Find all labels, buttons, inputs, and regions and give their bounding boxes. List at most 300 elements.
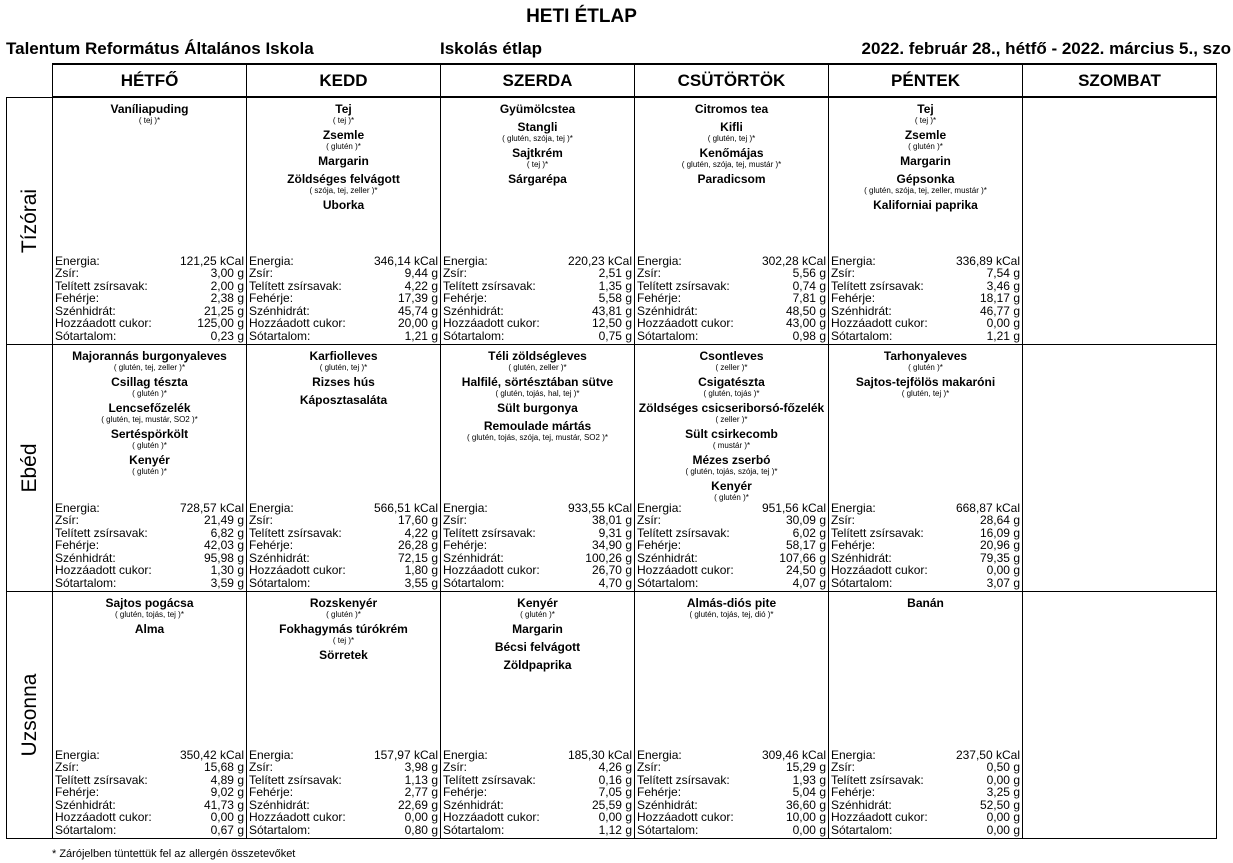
dish-name: Lencsefőzelék [108,401,191,415]
nutrient-value: 4,89 g [210,772,244,787]
dish-name: Halfilé, sörtésztában sütve [461,375,614,389]
nutrition-block [55,749,244,837]
day-header-wednesday: SZERDA [441,64,635,97]
nutrition-row [637,292,826,305]
nutrient-value: 48,50 g [785,303,826,318]
dish-name: Citromos tea [694,102,769,116]
menu-cell-saturday [1023,345,1217,592]
day-header-tuesday: KEDD [247,64,441,97]
nutrient-value: 5,56 g [792,266,826,280]
nutrition-row [55,292,244,305]
nutrition-row [443,514,632,527]
nutrient-label: Hozzáadott cukor: [831,316,928,330]
dish-name: Gépsonka [896,172,955,186]
nutrient-label: Zsír: [831,760,855,774]
nutrient-value: 1,30 g [210,563,244,577]
allergen-footnote: * Zárójelben tüntettük fel az allergén összetevőket [52,848,296,860]
nutrient-label: Fehérje: [831,785,876,799]
dish-name: Vaníliapuding [110,102,189,116]
nutrition-block [637,255,826,343]
allergen-spacer [247,407,440,409]
nutrition-row [831,761,1020,774]
nutrient-label: Telített zsírsavak: [831,525,924,540]
nutrition-row [249,317,438,330]
date-range: 2022. február 28., hétfő - 2022. március 5., szo [861,39,1231,58]
dish-name: Téli zöldségleves [488,349,587,363]
nutrient-value: 4,07 g [792,575,826,590]
nutrition-block [443,502,632,590]
day-header-monday: HÉTFŐ [53,64,247,97]
nutrient-label: Telített zsírsavak: [55,278,148,293]
menu-cell-monday [53,592,247,839]
nutrient-value: 0,00 g [986,772,1020,787]
nutrient-label: Hozzáadott cukor: [637,563,734,577]
dish-name: Tej [917,102,934,116]
nutrient-label: Energia: [55,747,100,762]
nutrient-label: Fehérje: [443,291,488,305]
dish-name: Csontleves [699,349,764,363]
allergen-spacer [247,662,440,664]
nutrient-label: Fehérje: [637,291,682,305]
nutrient-value: 1,80 g [404,563,438,577]
nutrient-value: 10,00 g [785,810,826,824]
nutrition-block [637,749,826,837]
nutrition-row [443,811,632,824]
nutrient-value: 121,25 kCal [179,253,244,268]
nutrient-label: Zsír: [55,266,79,280]
menu-cell-wednesday [441,345,635,592]
dish-name: Margarin [900,154,951,168]
menu-cell-friday [829,345,1023,592]
nutrient-label: Energia: [443,747,488,762]
nutrient-label: Telített zsírsavak: [443,525,536,540]
nutrient-label: Szénhidrát: [637,303,698,318]
nutrient-label: Energia: [637,253,682,268]
nutrition-row [637,761,826,774]
nutrient-value: 43,81 g [591,303,632,318]
nutrient-value: 4,22 g [404,278,438,293]
nutrient-value: 20,00 g [397,316,438,330]
menu-cell-wednesday [441,592,635,839]
dish-name: Alma [134,622,165,636]
nutrient-label: Hozzáadott cukor: [443,810,540,824]
allergen-spacer [53,636,246,638]
nutrition-row [831,267,1020,280]
nutrition-row [55,761,244,774]
menu-items [247,592,440,664]
nutrient-value: 350,42 kCal [179,747,244,762]
nutrient-label: Energia: [831,747,876,762]
nutrient-label: Energia: [249,253,294,268]
allergen-info: ( zeller )* [715,415,748,424]
menu-type: Iskolás étlap [440,39,543,58]
nutrient-value: 3,00 g [210,266,244,280]
allergen-spacer [635,186,828,188]
nutrient-label: Sótartalom: [249,328,311,343]
nutrition-row [637,514,826,527]
nutrition-row [55,330,244,343]
nutrient-value: 7,05 g [598,785,632,799]
nutrient-label: Hozzáadott cukor: [55,810,152,824]
nutrient-label: Energia: [55,253,100,268]
nutrient-label: Sótartalom: [443,822,505,837]
allergen-info: ( glutén )* [908,363,943,372]
nutrient-label: Energia: [831,500,876,515]
allergen-info: ( glutén, szója, tej, zeller, mustár )* [864,186,987,195]
day-header-row [7,64,1217,97]
nutrient-value: 0,00 g [404,810,438,824]
nutrient-label: Telített zsírsavak: [55,772,148,787]
menu-cell-monday [53,345,247,592]
nutrition-row [831,564,1020,577]
day-header-thursday: CSÜTÖRTÖK [635,64,829,97]
dish-name: Stangli [517,120,558,134]
nutrient-value: 220,23 kCal [567,253,632,268]
nutrient-value: 951,56 kCal [761,500,826,515]
dish-name: Sörretek [319,648,368,662]
dish-name: Sertéspörkölt [110,427,189,441]
nutrient-value: 52,50 g [979,797,1020,812]
nutrient-value: 566,51 kCal [373,500,438,515]
nutrient-label: Szénhidrát: [249,303,310,318]
nutrition-row [443,317,632,330]
nutrient-label: Szénhidrát: [249,550,310,565]
allergen-info: ( glutén )* [132,467,167,476]
nutrition-row [249,811,438,824]
allergen-spacer [441,654,634,656]
menu-cell-friday [829,592,1023,839]
nutrient-value: 20,96 g [979,538,1020,552]
nutrient-label: Fehérje: [55,538,100,552]
nutrient-label: Hozzáadott cukor: [55,316,152,330]
nutrient-value: 0,67 g [210,822,244,837]
nutrient-label: Hozzáadott cukor: [443,316,540,330]
nutrient-value: 0,16 g [598,772,632,787]
dish-name: Margarin [512,622,563,636]
nutrient-label: Zsír: [55,760,79,774]
nutrition-row [249,267,438,280]
nutrition-row [443,292,632,305]
nutrient-label: Szénhidrát: [831,303,892,318]
nutrient-value: 5,58 g [598,291,632,305]
nutrient-label: Hozzáadott cukor: [249,316,346,330]
nutrition-row [443,267,632,280]
nutrient-value: 1,12 g [598,822,632,837]
nutrient-value: 6,02 g [792,525,826,540]
allergen-info: ( tej )* [914,116,937,125]
nutrient-value: 0,98 g [792,328,826,343]
dish-name: Almás-diós pite [686,596,777,610]
nutrient-value: 17,39 g [397,291,438,305]
meal-label: Ebéd [17,443,41,493]
nutrient-label: Sótartalom: [443,328,505,343]
allergen-spacer [441,636,634,638]
meal-row-afternoon-snack [7,592,1217,839]
nutrient-label: Energia: [249,500,294,515]
nutrient-label: Szénhidrát: [249,797,310,812]
nutrient-value: 728,57 kCal [179,500,244,515]
allergen-info: ( glutén )* [326,610,361,619]
nutrition-row [637,267,826,280]
menu-items [441,592,634,674]
nutrient-label: Telített zsírsavak: [249,772,342,787]
meal-row-morning-snack [7,97,1217,345]
nutrient-value: 25,59 g [591,797,632,812]
nutrition-row [443,564,632,577]
nutrient-value: 100,26 g [585,550,632,565]
nutrient-value: 6,82 g [210,525,244,540]
dish-name: Karfiolleves [309,349,378,363]
nutrient-value: 7,81 g [792,291,826,305]
allergen-info: ( glutén )* [908,142,943,151]
allergen-info: ( glutén, tej )* [319,363,368,372]
nutrient-label: Telített zsírsavak: [637,772,730,787]
nutrient-value: 668,87 kCal [955,500,1020,515]
nutrient-value: 16,09 g [979,525,1020,540]
allergen-spacer [247,389,440,391]
nutrient-value: 2,38 g [210,291,244,305]
dish-name: Paradicsom [697,172,766,186]
menu-cell-tuesday [247,97,441,345]
nutrient-value: 26,28 g [397,538,438,552]
nutrient-value: 1,35 g [598,278,632,293]
nutrient-label: Szénhidrát: [443,550,504,565]
menu-cell-tuesday [247,345,441,592]
menu-items [829,345,1022,399]
nutrient-label: Szénhidrát: [637,550,698,565]
nutrition-row [443,539,632,552]
dish-name: Tej [335,102,352,116]
nutrient-value: 9,44 g [404,266,438,280]
nutrition-row [55,539,244,552]
nutrient-label: Szénhidrát: [55,303,116,318]
nutrient-label: Energia: [443,253,488,268]
nutrient-label: Sótartalom: [249,822,311,837]
nutrient-value: 302,28 kCal [761,253,826,268]
allergen-spacer [829,168,1022,170]
nutrient-value: 4,70 g [598,575,632,590]
nutrient-value: 933,55 kCal [567,500,632,515]
nutrient-label: Szénhidrát: [55,550,116,565]
meal-label-cell [7,592,53,839]
allergen-info: ( glutén, szója, tej, mustár )* [681,160,782,169]
nutrient-label: Sótartalom: [55,575,117,590]
nutrient-label: Fehérje: [55,785,100,799]
dish-name: Zsemle [322,128,365,142]
nutrient-label: Fehérje: [831,538,876,552]
nutrient-label: Telített zsírsavak: [637,525,730,540]
nutrient-value: 0,00 g [986,822,1020,837]
nutrient-value: 12,50 g [591,316,632,330]
nutrient-label: Sótartalom: [637,328,699,343]
nutrient-label: Fehérje: [55,291,100,305]
allergen-spacer [829,212,1022,214]
nutrient-value: 336,89 kCal [955,253,1020,268]
nutrient-value: 3,55 g [404,575,438,590]
menu-items [829,592,1022,612]
nutrient-value: 0,74 g [792,278,826,293]
nutrition-row [249,539,438,552]
dish-name: Kaliforniai paprika [873,198,978,212]
nutrient-label: Szénhidrát: [637,797,698,812]
nutrition-row [443,330,632,343]
nutrition-block [443,255,632,343]
nutrient-value: 185,30 kCal [567,747,632,762]
nutrition-row [249,564,438,577]
nutrition-row [831,539,1020,552]
nutrient-label: Fehérje: [831,291,876,305]
allergen-spacer [441,186,634,188]
allergen-info: ( szója, tej, zeller )* [309,186,378,195]
dish-name: Sárgarépa [508,172,567,186]
nutrient-label: Sótartalom: [637,575,699,590]
menu-cell-saturday [1023,592,1217,839]
allergen-info: ( glutén, tej, zeller )* [113,363,186,372]
nutrition-block [831,749,1020,837]
nutrient-value: 58,17 g [785,538,826,552]
allergen-spacer [247,212,440,214]
nutrition-row [637,330,826,343]
nutrient-value: 41,73 g [203,797,244,812]
nutrient-value: 15,29 g [785,760,826,774]
dish-name: Remoulade mártás [483,419,592,433]
dish-name: Bécsi felvágott [494,640,581,654]
dish-name: Kenőmájas [699,146,764,160]
nutrient-value: 0,00 g [986,316,1020,330]
dish-name: Banán [907,596,944,610]
meal-label-cell [7,97,53,345]
nutrition-row [831,514,1020,527]
dish-name: Sajtos pogácsa [105,596,194,610]
nutrition-row [831,786,1020,799]
allergen-info: ( tej )* [526,160,549,169]
nutrition-row [637,317,826,330]
nutrition-block [249,749,438,837]
dish-name: Sült burgonya [497,401,578,415]
menu-cell-wednesday [441,97,635,345]
nutrient-value: 18,17 g [979,291,1020,305]
menu-items [1023,345,1216,350]
menu-cell-saturday [1023,97,1217,345]
menu-items [635,98,828,188]
nutrition-row [637,577,826,590]
nutrient-value: 30,09 g [785,513,826,527]
nutrient-value: 4,26 g [598,760,632,774]
nutrient-value: 1,21 g [986,328,1020,343]
nutrient-value: 26,70 g [591,563,632,577]
meal-row-lunch [7,345,1217,592]
dish-name: Mézes zserbó [692,453,771,467]
nutrient-label: Energia: [637,747,682,762]
nutrient-value: 2,51 g [598,266,632,280]
nutrient-label: Sótartalom: [249,575,311,590]
nutrient-value: 3,25 g [986,785,1020,799]
nutrient-value: 21,49 g [203,513,244,527]
nutrition-row [55,514,244,527]
nutrient-value: 2,00 g [210,278,244,293]
nutrient-label: Hozzáadott cukor: [637,810,734,824]
nutrition-row [55,786,244,799]
allergen-info: ( tej )* [138,116,161,125]
page-title: HETI ÉTLAP [526,6,637,27]
nutrient-label: Telített zsírsavak: [249,525,342,540]
dish-name: Sült csirkecomb [685,427,778,441]
nutrient-label: Fehérje: [443,538,488,552]
nutrient-value: 3,59 g [210,575,244,590]
nutrient-value: 237,50 kCal [955,747,1020,762]
nutrient-value: 1,21 g [404,328,438,343]
nutrient-value: 3,98 g [404,760,438,774]
nutrition-row [55,267,244,280]
nutrient-label: Sótartalom: [443,575,505,590]
menu-items [53,592,246,638]
menu-items [441,98,634,188]
nutrient-value: 1,13 g [404,772,438,787]
dish-name: Zöldséges csicseriborsó-főzelék [638,401,825,415]
dish-name: Gyümölcstea [499,102,576,116]
nutrient-value: 43,00 g [785,316,826,330]
nutrient-value: 34,90 g [591,538,632,552]
nutrient-label: Zsír: [831,513,855,527]
nutrition-row [831,577,1020,590]
nutrient-label: Telített zsírsavak: [443,278,536,293]
nutrient-value: 9,31 g [598,525,632,540]
nutrient-label: Hozzáadott cukor: [55,563,152,577]
nutrition-row [55,824,244,837]
nutrient-label: Hozzáadott cukor: [637,316,734,330]
nutrient-value: 1,93 g [792,772,826,787]
menu-items [53,345,246,477]
nutrient-label: Szénhidrát: [443,303,504,318]
menu-cell-tuesday [247,592,441,839]
nutrient-label: Telített zsírsavak: [55,525,148,540]
meal-label: Uzsonna [17,673,41,757]
menu-cell-monday [53,97,247,345]
allergen-info: ( glutén, tej )* [901,389,950,398]
school-name: Talentum Református Általános Iskola [6,39,314,58]
nutrition-row [55,317,244,330]
nutrient-label: Telített zsírsavak: [831,278,924,293]
nutrient-label: Zsír: [831,266,855,280]
nutrient-label: Telített zsírsavak: [831,772,924,787]
nutrient-label: Zsír: [637,266,661,280]
dish-name: Zöldséges felvágott [287,172,400,186]
menu-items [247,345,440,409]
nutrient-value: 72,15 g [397,550,438,565]
nutrient-value: 309,46 kCal [761,747,826,762]
allergen-info: ( glutén )* [714,493,749,502]
nutrition-row [831,811,1020,824]
nutrient-label: Hozzáadott cukor: [443,563,540,577]
nutrient-label: Hozzáadott cukor: [249,810,346,824]
nutrition-block [55,502,244,590]
nutrition-row [831,292,1020,305]
nutrient-value: 4,22 g [404,525,438,540]
nutrient-value: 9,02 g [210,785,244,799]
menu-items [635,345,828,503]
nutrient-value: 346,14 kCal [373,253,438,268]
nutrient-label: Fehérje: [249,538,294,552]
nutrient-value: 3,07 g [986,575,1020,590]
allergen-info: ( mustár )* [712,441,751,450]
dish-name: Uborka [322,198,365,212]
nutrient-label: Szénhidrát: [443,797,504,812]
nutrient-label: Zsír: [249,266,273,280]
nutrient-label: Zsír: [443,760,467,774]
nutrition-row [55,577,244,590]
nutrient-value: 0,00 g [792,822,826,837]
menu-items [247,98,440,214]
